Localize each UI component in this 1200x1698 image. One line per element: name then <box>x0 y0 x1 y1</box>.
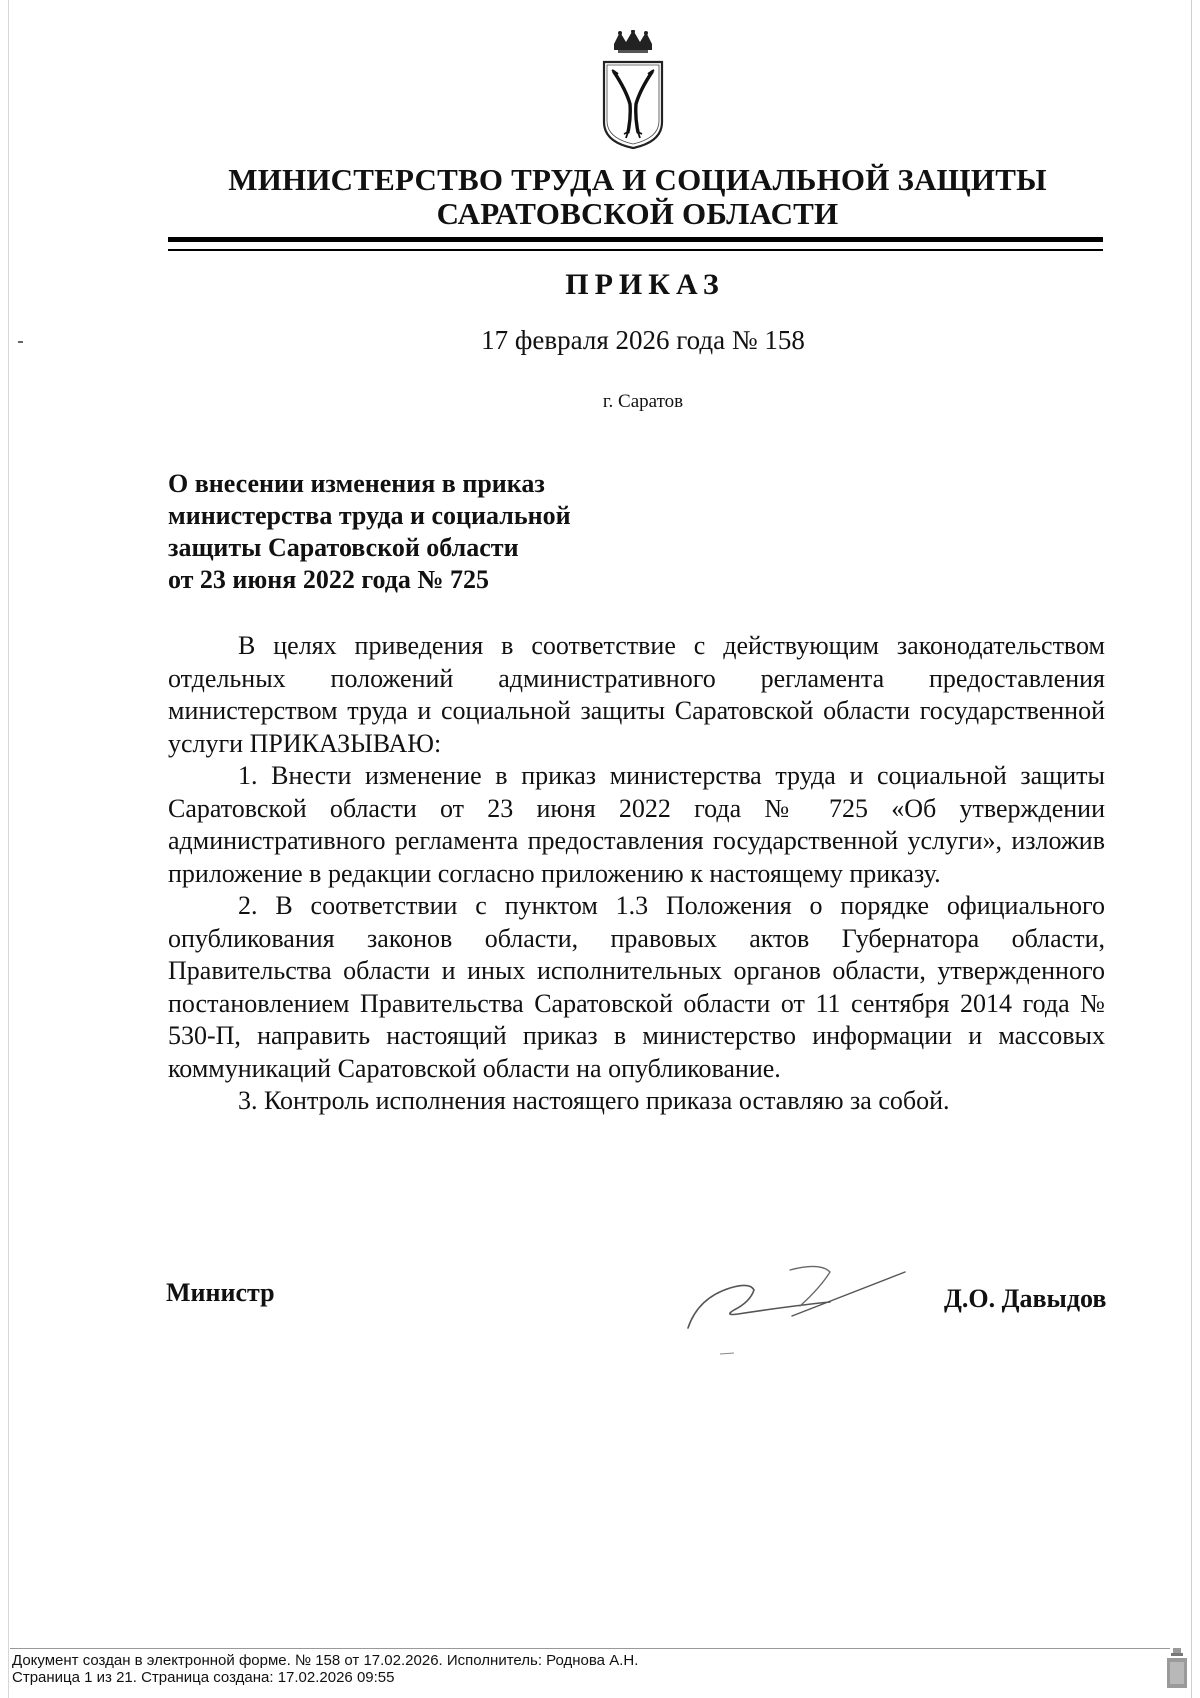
ministry-title-line-2: САРАТОВСКОЙ ОБЛАСТИ <box>436 196 839 231</box>
footer-rule <box>10 1648 1170 1649</box>
scan-mark <box>18 341 23 343</box>
order-city: г. Саратов <box>602 391 684 412</box>
body-paragraph-item-2: 2. В соответствии с пунктом 1.3 Положения о порядке официального опубликования законов области, правовых актов Губернатора области, Правительства области и иных исполнительных органов области, утвержденного постановлением Правительства Саратовской области от 11 сентября 2014 года № 530-П, направить настоящий приказ в министерство информации и массовых коммуникаций Саратовской области на опубликование. <box>168 891 1105 1083</box>
coat-of-arms-icon <box>600 30 666 150</box>
footer-document-info: Документ создан в электронной форме. № 158 от 17.02.2026. Исполнитель: Роднова А.Н. <box>12 1652 639 1669</box>
body-paragraph-item-1: 1. Внести изменение в приказ министерства труда и социальной защиты Саратовской области от 23 июня 2022 года № 725 «Об утверждении административного регламента предоставления государственной услуги», изложив приложение в редакции согласно приложению к настоящему приказу. <box>168 761 1105 888</box>
header-rule-thin <box>168 249 1103 251</box>
signer-position: Министр <box>166 1278 275 1307</box>
subject-line: от 23 июня 2022 года № 725 <box>168 565 490 594</box>
order-date-number: 17 февраля 2026 года № 158 <box>481 325 805 355</box>
order-body <box>168 630 1105 1118</box>
subject-line: защиты Саратовской области <box>168 533 519 562</box>
handwritten-signature-icon <box>680 1258 920 1358</box>
ministry-title-line-1: МИНИСТЕРСТВО ТРУДА И СОЦИАЛЬНОЙ ЗАЩИТЫ <box>228 162 1047 197</box>
footer-page-info: Страница 1 из 21. Страница создана: 17.02.2026 09:55 <box>12 1669 395 1686</box>
body-paragraph-preamble: В целях приведения в соответствие с действующим законодательством отдельных положений административного регламента предоставления министерством труда и социальной защиты Саратовской области государственной услуги ПРИКАЗЫВАЮ: <box>168 631 1105 758</box>
header-rule-thick <box>168 237 1103 242</box>
subject-line: О внесении изменения в приказ <box>168 469 545 498</box>
order-heading: ПРИКАЗ <box>565 268 725 301</box>
signer-name: Д.О. Давыдов <box>944 1284 1107 1313</box>
subject-line: министерства труда и социальной <box>168 501 571 530</box>
body-paragraph-item-3: 3. Контроль исполнения настоящего приказа оставляю за собой. <box>238 1086 950 1115</box>
document-stamp-icon <box>1164 1648 1190 1690</box>
